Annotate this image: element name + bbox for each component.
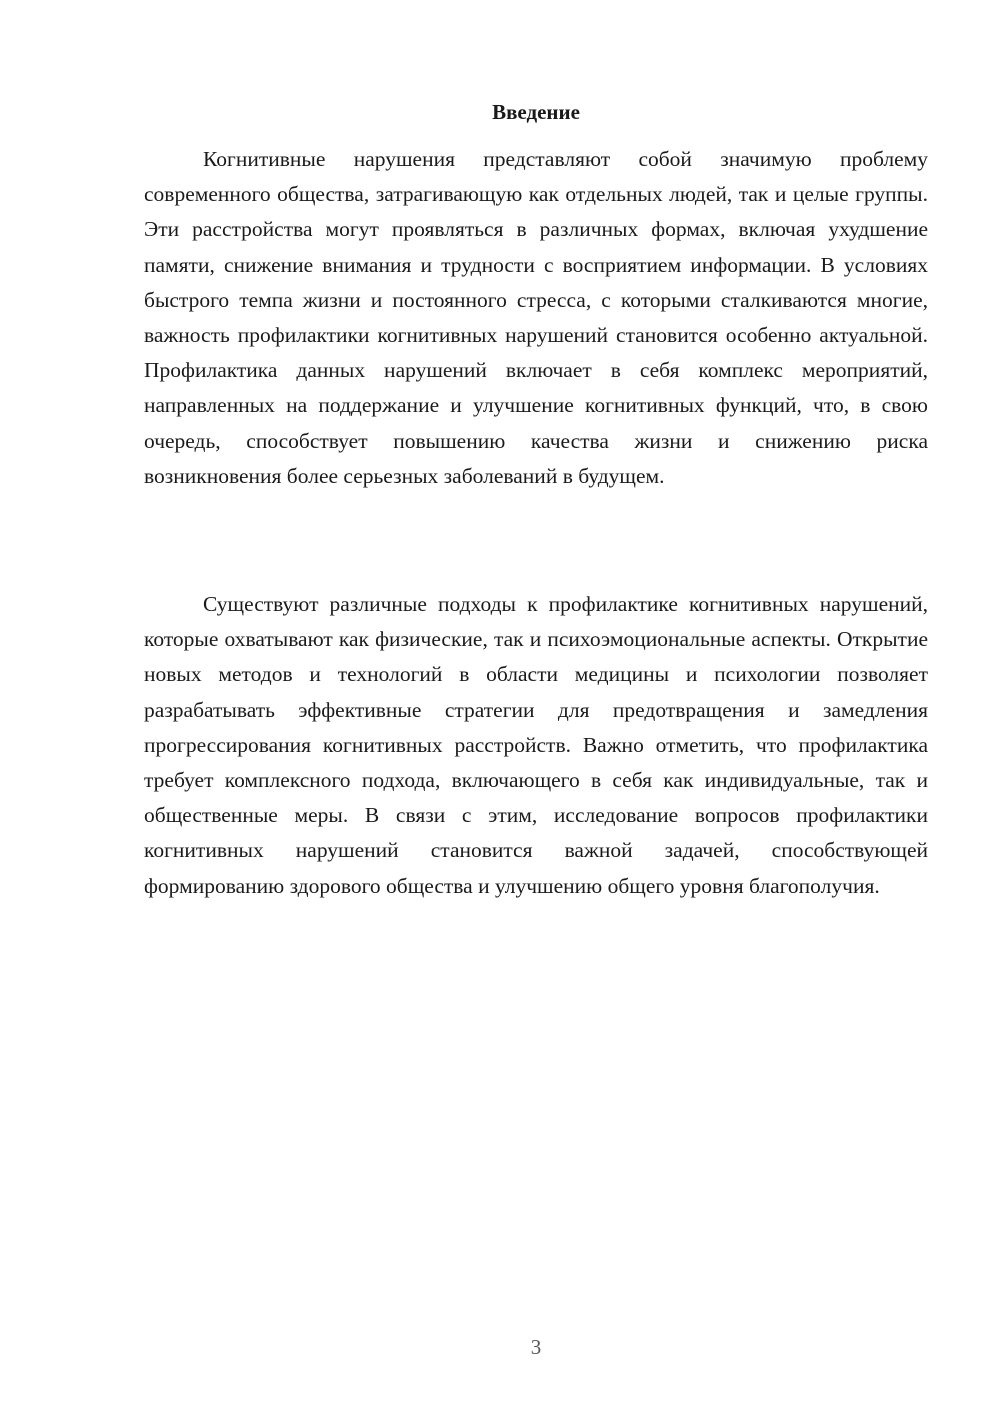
paragraph-intro-2: Существуют различные подходы к профилактике когнитивных нарушений, которые охватывают как физические, так и психоэмоциональные аспекты. Открытие новых методов и технологий в области медицины и психологии позволяет разрабатывать эффективные стратегии для предотвращения и замедления прогрессирования когнитивных расстройств. Важно отметить, что профилактика требует комплексного подхода, включающего в себя как индивидуальные, так и общественные меры. В связи с этим, исследование вопросов профилактики когнитивных нарушений становится важной задачей, способствующей формированию здорового общества и улучшению общего уровня благополучия.	[144, 592, 928, 898]
paragraph-intro-1: Когнитивные нарушения представляют собой значимую проблему современного общества, затрагивающую как отдельных людей, так и целые группы. Эти расстройства могут проявляться в различных формах, включая ухудшение памяти, снижение внимания и трудности с восприятием информации. В условиях быстрого темпа жизни и постоянного стресса, с которыми сталкиваются многие, важность профилактики когнитивных нарушений становится особенно актуальной. Профилактика данных нарушений включает в себя комплекс мероприятий, направленных на поддержание и улучшение когнитивных функций, что, в свою очередь, способствует повышению качества жизни и снижению риска возникновения более серьезных заболеваний в будущем.	[144, 147, 928, 488]
section-heading: Введение	[492, 100, 580, 124]
page-number: 3	[530, 1335, 542, 1359]
